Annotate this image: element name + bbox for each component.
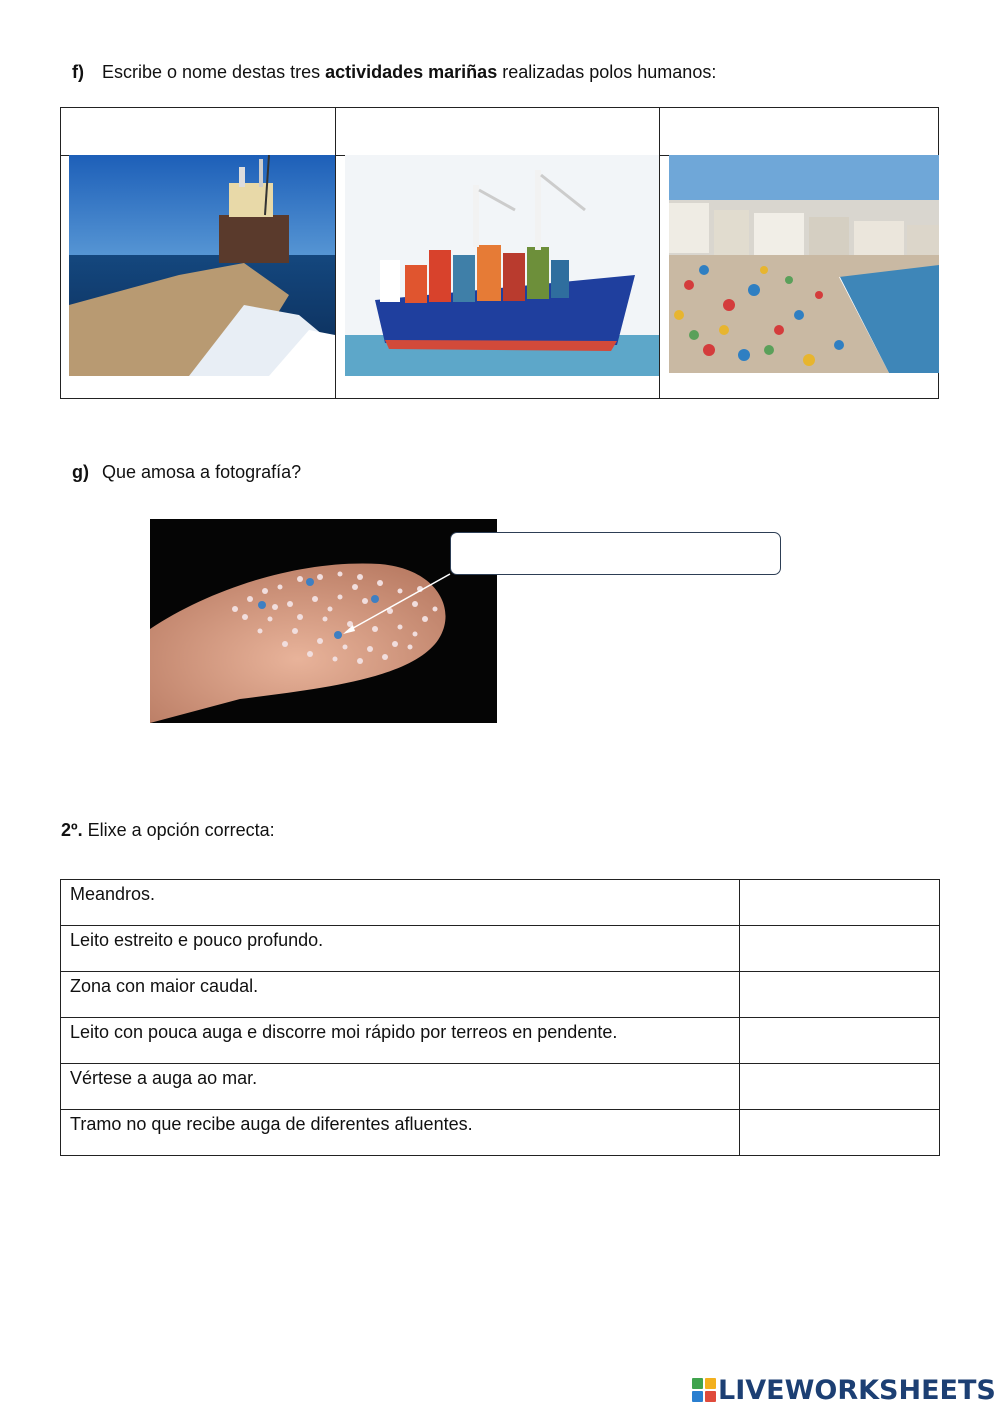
option-text-cell xyxy=(61,926,740,972)
option-text: Tramo no que recibe auga de diferentes afluentes. xyxy=(70,1114,473,1134)
option-row xyxy=(61,972,940,1018)
option-answer-input[interactable] xyxy=(740,972,939,1016)
liveworksheets-logo xyxy=(692,1374,996,1406)
option-answer-input[interactable] xyxy=(740,1064,939,1108)
option-text: Vértese a auga ao mar. xyxy=(70,1068,258,1088)
option-row xyxy=(61,1110,940,1156)
option-text-cell xyxy=(61,880,740,926)
activity-answer-input-1[interactable] xyxy=(63,114,331,148)
question-text-end: realizadas polos humanos: xyxy=(497,62,717,82)
option-answer-cell xyxy=(740,1018,940,1064)
column-divider xyxy=(659,108,660,398)
liveworksheets-logo-icon xyxy=(692,1378,716,1402)
activity-answer-input-3[interactable] xyxy=(663,114,937,148)
option-answer-cell xyxy=(740,972,940,1018)
option-row xyxy=(61,1018,940,1064)
question-f xyxy=(72,62,716,83)
question-text: Que amosa a fotografía? xyxy=(102,462,302,482)
option-row xyxy=(61,880,940,926)
option-answer-input[interactable] xyxy=(740,880,939,924)
option-row xyxy=(61,926,940,972)
question-letter: f) xyxy=(72,62,84,82)
option-answer-cell xyxy=(740,1064,940,1110)
question-letter: g) xyxy=(72,462,89,482)
option-text: Leito estreito e pouco profundo. xyxy=(70,930,324,950)
option-text: Zona con maior caudal. xyxy=(70,976,259,996)
option-answer-input[interactable] xyxy=(740,926,939,970)
activities-table xyxy=(60,107,939,399)
logo-text: LIVEWORKSHEETS xyxy=(718,1374,996,1406)
option-answer-input[interactable] xyxy=(740,1110,939,1154)
microplastics-answer-input[interactable] xyxy=(451,533,780,574)
option-text-cell xyxy=(61,1018,740,1064)
option-answer-cell xyxy=(740,880,940,926)
option-answer-cell xyxy=(740,1110,940,1156)
microplastics-on-fingertip-photo xyxy=(150,519,497,723)
question-text: Elixe a opción correcta: xyxy=(82,820,275,840)
option-answer-input[interactable] xyxy=(740,1018,939,1062)
option-text-cell xyxy=(61,972,740,1018)
crowded-beach-photo xyxy=(669,155,939,373)
option-text: Leito con pouca auga e discorre moi rápido por terreos en pendente. xyxy=(70,1022,618,1042)
option-text-cell xyxy=(61,1110,740,1156)
question-number: 2º. xyxy=(61,820,83,840)
option-row xyxy=(61,1064,940,1110)
activity-answer-input-2[interactable] xyxy=(339,114,655,148)
container-ship-photo xyxy=(345,155,659,376)
column-divider xyxy=(335,108,336,398)
microplastics-answer-box xyxy=(450,532,781,575)
question-bold-text: actividades mariñas xyxy=(325,62,498,82)
question-text: Escribe o nome destas tres xyxy=(102,62,326,82)
question-g xyxy=(72,462,301,483)
options-table xyxy=(60,879,940,1156)
option-text: Meandros. xyxy=(70,884,156,904)
option-text-cell xyxy=(61,1064,740,1110)
fishing-trawler-photo xyxy=(69,155,335,376)
question-2 xyxy=(61,820,275,841)
option-answer-cell xyxy=(740,926,940,972)
